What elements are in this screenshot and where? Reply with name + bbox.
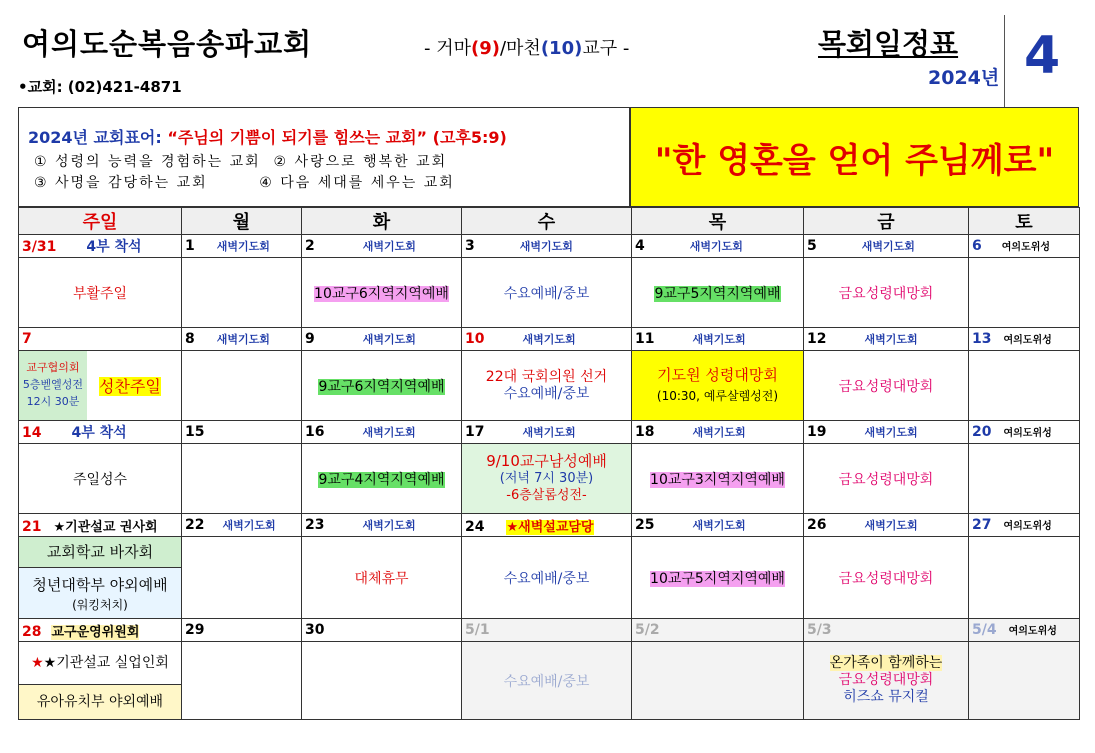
- week3-events: [19, 444, 1080, 514]
- date-cell: 5/1: [462, 619, 632, 642]
- event-musical: 온가족이 함께하는 금요성령대망회 히즈쇼 뮤지컬: [804, 642, 969, 720]
- date-cell: 27 여의도위성: [969, 514, 1080, 537]
- weekday-sun: 주일: [19, 208, 182, 235]
- date-cell: 4 새벽기도회: [632, 235, 804, 258]
- date-cell: 19 새벽기도회: [804, 421, 969, 444]
- date-cell: 5/3: [804, 619, 969, 642]
- event-mens-service: 9/10교구남성예배 (저녁 7시 30분) -6층살롬성전-: [462, 444, 632, 514]
- date-cell: 3 새벽기도회: [462, 235, 632, 258]
- weekday-thu: 목: [632, 208, 804, 235]
- event-district-service: 9교구4지역지역예배: [302, 444, 462, 514]
- event-election-wed: 22대 국회의원 선거 수요예배/중보: [462, 351, 632, 421]
- calendar-table: [18, 207, 1080, 720]
- event-district-service: 9교구5지역지역예배: [632, 258, 804, 328]
- event-district-service: 10교구6지역지역예배: [302, 258, 462, 328]
- date-cell: 16 새벽기도회: [302, 421, 462, 444]
- event-fri-service: 금요성령대망회: [804, 537, 969, 619]
- date-cell: 21 ★기관설교 권사회: [19, 514, 182, 537]
- church-phone: •교회: (02)421-4871: [18, 78, 182, 96]
- date-cell: 15: [182, 421, 302, 444]
- schedule-month: 4: [1024, 26, 1061, 86]
- event-district-service: 10교구5지역지역예배: [632, 537, 804, 619]
- date-cell: 25 새벽기도회: [632, 514, 804, 537]
- motto-goals-1: ① 성령의 능력을 경험하는 교회 ② 사랑으로 행복한 교회: [34, 154, 448, 170]
- date-cell: 2 새벽기도회: [302, 235, 462, 258]
- date-cell: 23 새벽기도회: [302, 514, 462, 537]
- schedule-year: 2024년: [928, 67, 1000, 89]
- date-cell: 5/4 여의도위성: [969, 619, 1080, 642]
- date-cell: 1 새벽기도회: [182, 235, 302, 258]
- week5-dates: [19, 619, 1080, 642]
- date-cell: 7: [19, 328, 182, 351]
- event-fri-service: 금요성령대망회: [804, 258, 969, 328]
- date-cell: 30: [302, 619, 462, 642]
- date-cell: 17 새벽기도회: [462, 421, 632, 444]
- week5-events: [19, 642, 1080, 720]
- date-cell: 5/2: [632, 619, 804, 642]
- date-cell: 24 ★새벽설교담당: [462, 514, 632, 537]
- event-easter: 부활주일: [19, 258, 182, 328]
- date-cell: 26 새벽기도회: [804, 514, 969, 537]
- event-picnic: ★★기관설교 실업인회 유아유치부 야외예배: [19, 642, 182, 720]
- slogan: "한 영혼을 얻어 주님께로": [654, 140, 1055, 181]
- date-cell: 9 새벽기도회: [302, 328, 462, 351]
- date-cell: 28 교구운영위원회: [19, 619, 182, 642]
- week4-events: [19, 537, 1080, 619]
- motto-goals-2: ③ 사명을 감당하는 교회 ④ 다음 세대를 세우는 교회: [34, 175, 455, 191]
- date-cell: 12 새벽기도회: [804, 328, 969, 351]
- date-cell: 14 4부 착석: [19, 421, 182, 444]
- event-fri-service: 금요성령대망회: [804, 351, 969, 421]
- week3-dates: [19, 421, 1080, 444]
- date-cell: 5 새벽기도회: [804, 235, 969, 258]
- week2-dates: [19, 328, 1080, 351]
- weekday-mon: 월: [182, 208, 302, 235]
- weekday-wed: 수: [462, 208, 632, 235]
- date-cell: 22 새벽기도회: [182, 514, 302, 537]
- slogan-box: [630, 107, 1079, 207]
- date-cell: 18 새벽기도회: [632, 421, 804, 444]
- date-cell: 20 여의도위성: [969, 421, 1080, 444]
- event-district-service: 10교구3지역지역예배: [632, 444, 804, 514]
- event-district-service: 9교구6지역지역예배: [302, 351, 462, 421]
- event-bazaar: 교회학교 바자회 청년대학부 야외예배 (워킹처치): [19, 537, 182, 619]
- parish-subtitle: - 거마(9)/마천(10)교구 -: [424, 38, 630, 59]
- event-prayer-mountain: 기도원 성령대망회 (10:30, 예루살렘성전): [632, 351, 804, 421]
- date-cell: 6 여의도위성: [969, 235, 1080, 258]
- week1-events: [19, 258, 1080, 328]
- weekday-tue: 화: [302, 208, 462, 235]
- event-wed-service: 수요예배/중보: [462, 642, 632, 720]
- event-wed-service: 수요예배/중보: [462, 258, 632, 328]
- date-cell: 11 새벽기도회: [632, 328, 804, 351]
- weekday-sat: 토: [969, 208, 1080, 235]
- week1-dates: [19, 235, 1080, 258]
- event-wed-service: 수요예배/중보: [462, 537, 632, 619]
- date-cell: 3/31 4부 착석: [19, 235, 182, 258]
- date-cell: 13 여의도위성: [969, 328, 1080, 351]
- event-sunday: 주일성수: [19, 444, 182, 514]
- event-fri-service: 금요성령대망회: [804, 444, 969, 514]
- date-cell: 29: [182, 619, 302, 642]
- church-name: 여의도순복음송파교회: [22, 27, 313, 61]
- motto-line: 2024년 교회표어: “주님의 기쁨이 되기를 힘쓰는 교회” (고후5:9): [28, 128, 507, 147]
- date-cell: 10 새벽기도회: [462, 328, 632, 351]
- header-divider: [1004, 15, 1005, 107]
- date-cell: 8 새벽기도회: [182, 328, 302, 351]
- weekday-fri: 금: [804, 208, 969, 235]
- week2-events: [19, 351, 1080, 421]
- event-communion-sunday: 교구협의회 5층벧엘성전 12시 30분 성찬주일: [19, 351, 182, 421]
- week4-dates: [19, 514, 1080, 537]
- event-holiday: 대체휴무: [302, 537, 462, 619]
- weekday-header: [19, 208, 1080, 235]
- schedule-title: 목회일정표: [818, 27, 959, 61]
